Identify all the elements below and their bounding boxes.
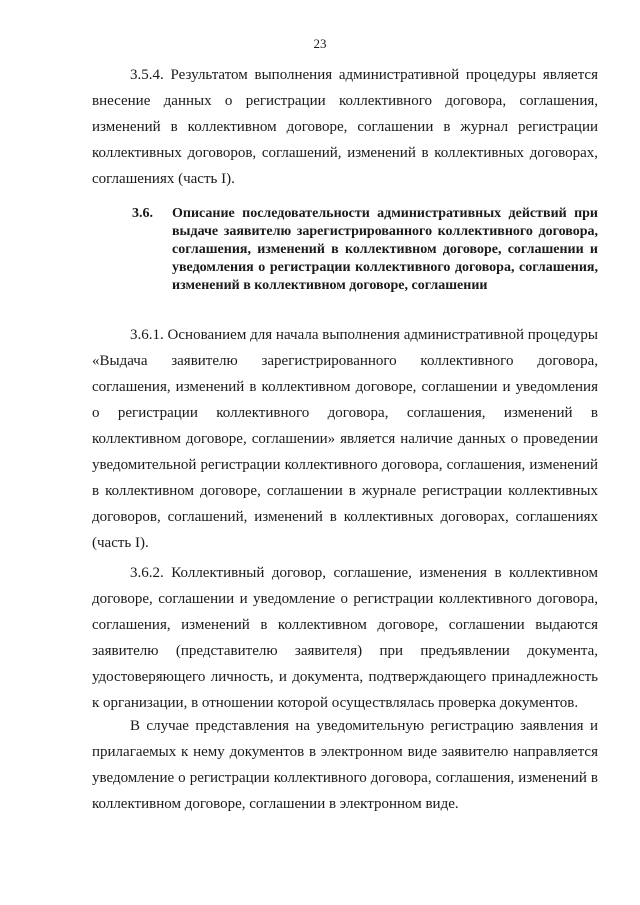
paragraph-3-6-1: 3.6.1. Основанием для начала выполнения административной процедуры «Выдача заявителю зарегистрированного коллективного договора, соглашения, изменений в коллективном договоре, соглашении и уведомления о регистрации коллективного договора, соглашения, изменений в коллективном договоре, соглашении» является наличие данных о проведении уведомительной регистрации коллективного договора, соглашения, изменений в коллективном договоре, соглашении в журнале регистрации коллективных договоров, соглашений, изменений в коллективных договорах, соглашениях (часть I).: [92, 327, 598, 551]
paragraph-3-5-4: 3.5.4. Результатом выполнения административной процедуры является внесение данных о регистрации коллективного договора, соглашения, изменений в коллективном договоре, соглашении в журнал регистрации коллективных договоров, соглашений, изменений в коллективных договорах, соглашениях (часть I).: [92, 67, 598, 187]
paragraph-electronic: В случае представления на уведомительную регистрацию заявления и прилагаемых к нему документов в электронном виде заявителю направляется уведомление о регистрации коллективного договора, соглашения, изменений в коллективном договоре, соглашении в электронном виде.: [92, 718, 598, 812]
section-title: Описание последовательности административных действий при выдаче заявителю зарегистрированного коллективного договора, соглашения, изменений в коллективном договоре, соглашении и уведомления о регистрации коллективного договора, соглашения, изменений в коллективном договоре, соглашении: [172, 206, 598, 293]
section-number: 3.6.: [132, 206, 153, 221]
section-heading: [132, 205, 598, 295]
page-number: 23: [313, 36, 327, 51]
paragraph-3-6-2: 3.6.2. Коллективный договор, соглашение, изменения в коллективном договоре, соглашении и уведомление о регистрации коллективного договора, соглашения, изменений в коллективном договоре, соглашении выдаются заявителю (представителю заявителя) при предъявлении документа, удостоверяющего личность, и документа, подтверждающего принадлежность к организации, в отношении которой осуществлялась проверка документов.: [92, 565, 598, 711]
